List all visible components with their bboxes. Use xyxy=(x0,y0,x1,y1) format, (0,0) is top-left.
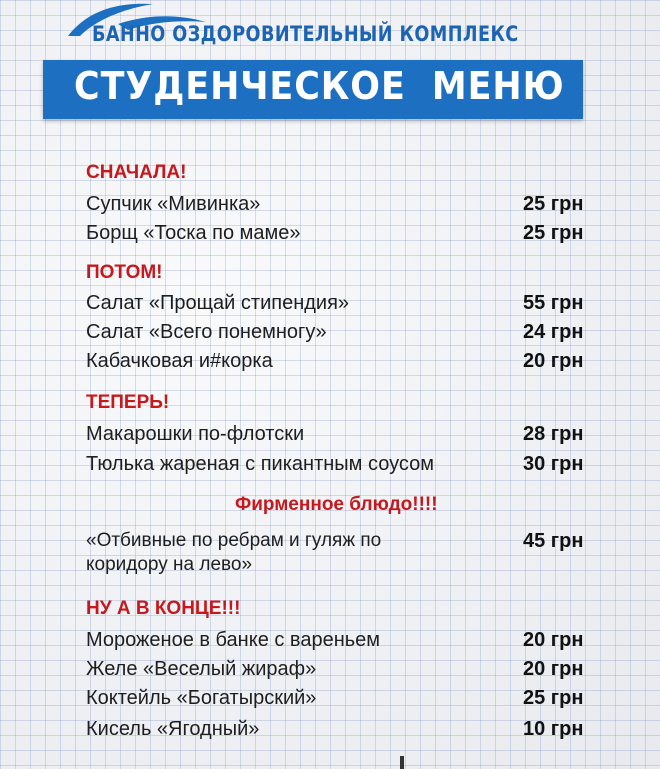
menu-item-price: 24 грн xyxy=(523,321,584,343)
menu-item-name: Салат «Всего понемногу» xyxy=(86,321,327,343)
decorative-mark xyxy=(400,756,404,769)
menu-item-name-line2: коридору на лево» xyxy=(86,554,253,575)
menu-item-price: 20 грн xyxy=(523,350,584,372)
section-title-end: НУ А В КОНЦЕ!!! xyxy=(86,598,241,619)
menu-item-name: «Отбивные по ребрам и гуляж по xyxy=(86,530,382,551)
menu-item-price: 25 грн xyxy=(523,222,584,244)
menu-item-name: Коктейль «Богатырский» xyxy=(86,687,317,709)
complex-title: БАННО ОЗДОРОВИТЕЛЬНЫЙ КОМПЛЕКС xyxy=(92,22,519,46)
menu-item-name: Супчик «Мивинка» xyxy=(86,193,261,215)
section-title-now: ТЕПЕРЬ! xyxy=(86,392,170,413)
menu-item-name: Кабачковая и#корка xyxy=(86,350,273,372)
section-title-special: Фирменное блюдо!!!! xyxy=(235,494,438,515)
menu-item-price: 25 грн xyxy=(523,193,584,215)
menu-item-name: Тюлька жареная с пикантным соусом xyxy=(86,453,434,475)
menu-item-name: Желе «Веселый жираф» xyxy=(86,658,317,680)
menu-item-price: 25 грн xyxy=(523,687,584,709)
menu-item-name: Кисель «Ягодный» xyxy=(86,718,260,740)
menu-item-name: Макарошки по-флотски xyxy=(86,423,305,445)
menu-item-name: Мороженое в банке с вареньем xyxy=(86,629,381,651)
menu-item-price: 28 грн xyxy=(523,423,584,445)
menu-item-price: 20 грн xyxy=(523,658,584,680)
menu-item-price: 20 грн xyxy=(523,629,584,651)
menu-item-name: Борщ «Тоска по маме» xyxy=(86,222,301,244)
section-title-first: СНАЧАЛА! xyxy=(86,162,187,183)
menu-title: СТУДЕНЧЕСКОЕ МЕНЮ xyxy=(74,64,565,108)
menu-item-price: 45 грн xyxy=(523,530,584,552)
menu-item-price: 55 грн xyxy=(523,292,584,314)
menu-item-name: Салат «Прощай стипендия» xyxy=(86,292,350,314)
section-title-then: ПОТОМ! xyxy=(86,262,163,283)
menu-item-price: 10 грн xyxy=(523,718,584,740)
menu-item-price: 30 грн xyxy=(523,453,584,475)
